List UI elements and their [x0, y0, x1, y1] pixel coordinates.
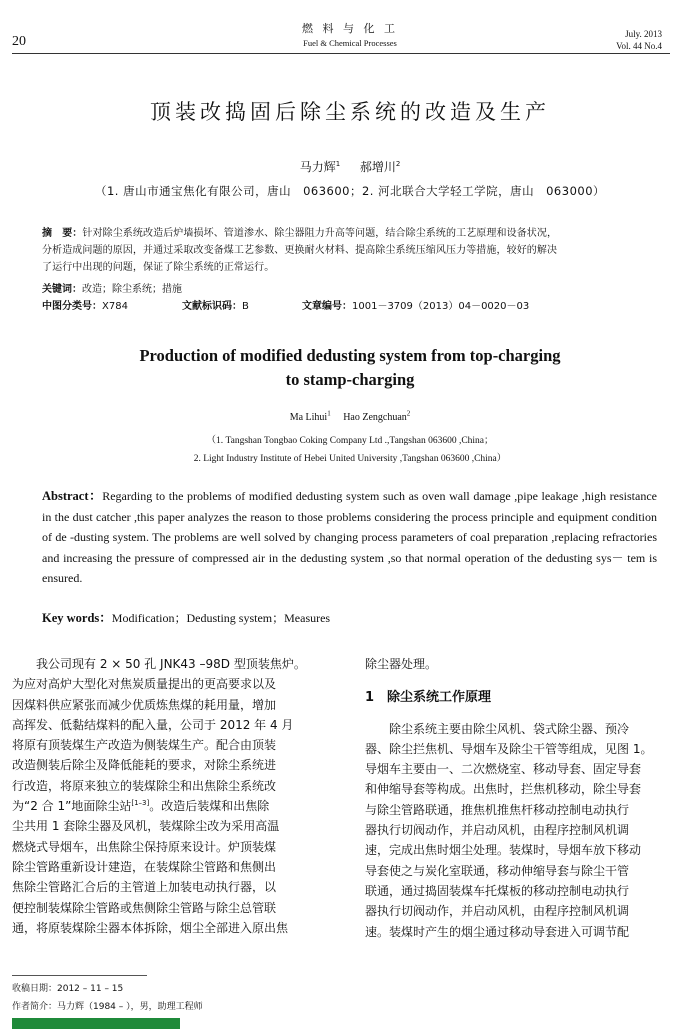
author-name: Hao Zengchuan: [343, 412, 407, 423]
abstract-line: 分析造成问题的原因，并通过采取改变备煤工艺参数、更换耐火材料、提高除尘系统压缩风压力等措施，较好的解决: [42, 245, 558, 256]
issue-volume: Vol. 44 No.4: [616, 41, 662, 51]
body-column-right: [365, 654, 690, 942]
keywords-label: 关键词：: [42, 284, 82, 295]
clc-field: 中图分类号：X784: [42, 301, 128, 312]
body-line: 器、除尘拦焦机、导烟车及除尘干管等组成，见图 1。: [365, 741, 653, 756]
title-en-line: Production of modified dedusting system from top-charging: [139, 346, 561, 365]
affiliation-en: [0, 432, 700, 468]
title-en-line: to stamp-charging: [285, 370, 415, 389]
issue-date: July. 2013: [625, 29, 662, 39]
received-date: 收稿日期：2012 – 11 – 15: [12, 984, 124, 994]
citation-ref: [1–3]: [131, 799, 150, 808]
abstract-cn: [42, 225, 657, 276]
affiliation-line: 2. Light Industry Institute of Hebei United University ,Tangshan 063600 ,China）: [193, 454, 507, 464]
article-number-field: 文章编号：1001－3709（2013）04－0020－03: [302, 301, 530, 312]
keywords-label: Key words：: [42, 611, 112, 625]
body-line: 改造侧装后除尘及降低能耗的要求，对除尘系统进: [12, 758, 277, 773]
doc-code-field: 文献标识码：B: [182, 301, 249, 312]
author-affil-mark: 1: [327, 409, 331, 418]
body-line: 为“2 合 1”地面除尘站[1–3]。改造后装煤和出焦除: [12, 799, 270, 814]
abstract-text: Regarding to the problems of modified dedusting system such as oven wall damage ,pipe leakage ,high resistance in the dust catcher ,this paper analyzes the reason to those problems considering the process principle and equipment condition of de -dusting system. The problems are well solved by changing process parameters of coal preparation ,replacing refractories and increasing the pressure of compressed air in the dedusting system ,so that normal operation of the dedusting sys－ tem is ensured.: [42, 489, 657, 585]
abstract-en: [42, 486, 657, 589]
body-line: 将原有顶装煤生产改造为侧装煤生产。配合由顶装: [12, 738, 277, 753]
authors-en: [0, 409, 700, 423]
keywords-cn: [42, 280, 182, 295]
author-bio: 作者简介：马力辉（1984 – ），男，助理工程师: [12, 1002, 203, 1012]
abstract-label: Abstract：: [42, 489, 103, 503]
body-line: 与除尘管路联通，推焦机推焦杆移动控制电动执行: [365, 802, 630, 817]
body-line: 导套使之与炭化室联通，移动伸缩导套与除尘干管: [365, 863, 630, 878]
author-affil-mark: 2: [395, 160, 401, 168]
body-line: 联通，通过捣固装煤车托煤板的移动控制电动执行: [365, 883, 630, 898]
body-line: 尘共用 1 套除尘器及风机，装煤除尘改为采用高温: [12, 819, 280, 834]
body-line: 器执行切阀动作，并启动风机，由程序控制风机调: [365, 904, 630, 919]
body-line: 燃烧式导烟车，出焦除尘保持原来设计。炉顶装煤: [12, 839, 277, 854]
keywords-en: [42, 608, 330, 626]
section-heading: 1 除尘系统工作原理: [365, 690, 492, 706]
journal-title-cn: 燃 料 与 化 工: [302, 22, 398, 35]
body-line: 速，完成出焦时烟尘处理。装煤时，导烟车放下移动: [365, 843, 642, 858]
title-cn: 顶装改捣固后除尘系统的改造及生产: [150, 100, 550, 124]
body-line: 除尘系统主要由除尘风机、袋式除尘器、预冷: [365, 721, 630, 736]
body-line: 除尘管路重新设计建造，在装煤除尘管路和焦侧出: [12, 859, 277, 874]
keywords-value: Modification；Dedusting system；Measures: [111, 611, 331, 625]
body-line: 便控制装煤除尘管路或焦侧除尘管路与除尘总管联: [12, 900, 277, 915]
author-affil-mark: 2: [406, 409, 411, 418]
page-number: 20: [12, 34, 26, 49]
body-line: 高挥发、低黏结煤料的配入量，公司于 2012 年 4 月: [12, 717, 294, 732]
abstract-line: 摘 要：针对除尘系统改造后炉墙损坏、管道渗水、除尘器阻力升高等问题，结合除尘系统的工艺原理和设备状况，: [42, 228, 558, 239]
body-line: 为应对高炉大型化对焦炭质量提出的更高要求以及: [12, 677, 277, 692]
body-line: 因煤料供应紧张而减少优质炼焦煤的耗用量，增加: [12, 697, 277, 712]
author-affil-mark: 1: [335, 160, 341, 168]
body-line: 器执行切阀动作，并启动风机，由程序控制风机调: [365, 823, 630, 838]
body-line: 除尘器处理。: [365, 657, 438, 671]
author-name: 郝增川: [359, 160, 396, 174]
body-line: 通，将原装煤除尘器本体拆除，烟尘全部进入原出焦: [12, 920, 289, 935]
affiliation-cn: （1. 唐山市通宝焦化有限公司，唐山 063600；2. 河北联合大学轻工学院，唐山 063000）: [94, 184, 606, 198]
body-line: 和伸缩导套等构成。出焦时，拦焦机移动，除尘导套: [365, 782, 642, 797]
body-column-left: [12, 654, 342, 938]
title-en: [0, 344, 700, 392]
abstract-line: 了运行中出现的问题，保证了除尘系统的正常运行。: [42, 262, 275, 273]
header-rule: [12, 53, 670, 54]
authors-cn: [0, 158, 700, 175]
keywords-value: 改造；除尘系统；措施: [82, 284, 182, 295]
body-line: 行改造，将原来独立的装煤除尘和出焦除尘系统改: [12, 778, 277, 793]
footer-color-bar: [12, 1018, 180, 1029]
affiliation-line: （1. Tangshan Tongbao Coking Company Ltd .,Tangshan 063600 ,China；: [206, 436, 494, 446]
body-line: 我公司现有 2 × 50 孔 JNK43 –98D 型顶装焦炉。: [12, 657, 306, 671]
journal-title-en: Fuel & Chemical Processes: [303, 38, 397, 48]
body-line: 速。装煤时产生的烟尘通过移动导套进入可调节配: [365, 924, 630, 939]
body-line: 导烟车主要由一、二次燃烧室、移动导套、固定导套: [365, 762, 642, 777]
author-name: 马力辉: [299, 160, 336, 174]
body-line: 焦除尘管路汇合后的主管道上加装电动执行器，以: [12, 880, 277, 895]
abstract-label: 摘 要：: [42, 228, 83, 239]
classification-row: [42, 297, 662, 312]
author-name: Ma Lihui: [289, 412, 328, 423]
footnote-rule: [12, 975, 147, 976]
